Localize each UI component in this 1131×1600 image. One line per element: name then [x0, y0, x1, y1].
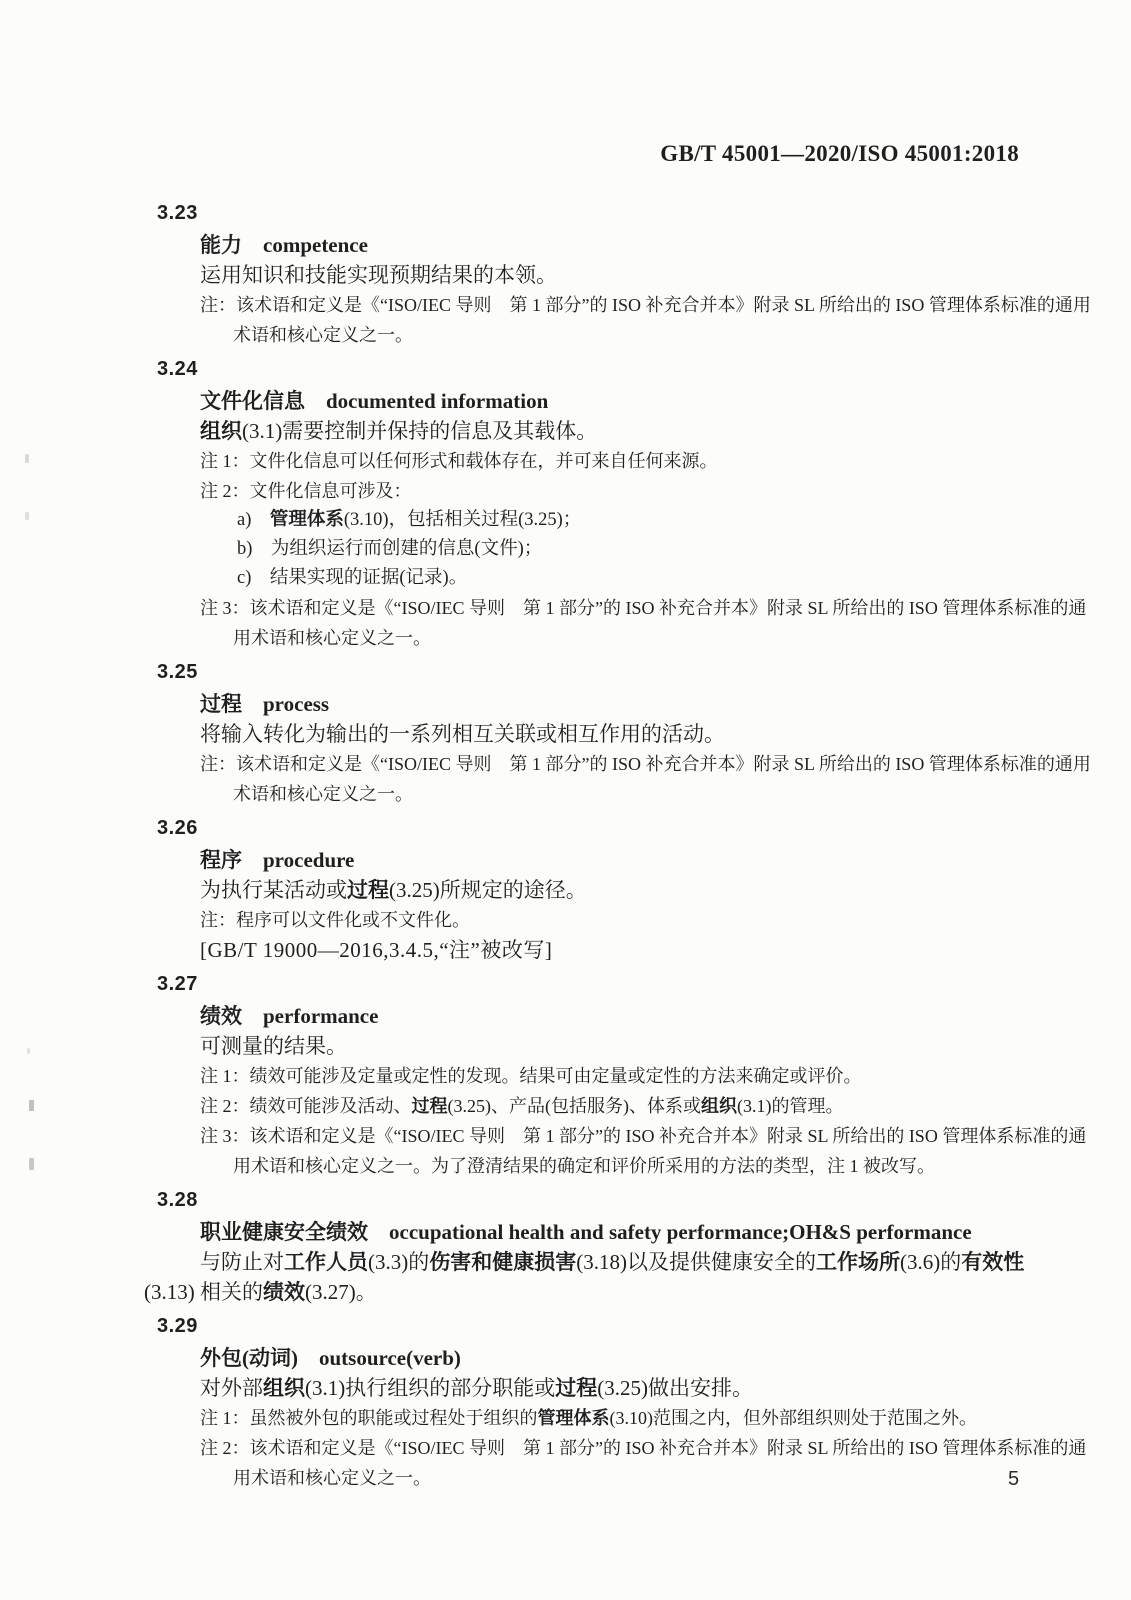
- text-run: (3.25)所规定的途径。: [389, 878, 587, 902]
- note-line: [200, 290, 1091, 320]
- text-run: 注 2：绩效可能涉及活动、: [200, 1096, 412, 1116]
- text-run: b) 为组织运行而创建的信息(文件)；: [237, 539, 543, 559]
- text-run: (3.1)的管理。: [736, 1096, 844, 1116]
- text-run: 组织: [700, 1096, 737, 1116]
- text-run: 用术语和核心定义之一。为了澄清结果的确定和评价所采用的方法的类型，注 1 被改写。: [233, 1156, 935, 1176]
- scan-artifact: [29, 1158, 34, 1170]
- note-line: [200, 476, 1037, 506]
- text-run: [242, 692, 263, 716]
- terms-content: [144, 194, 1091, 1493]
- text-run: 有效性: [961, 1250, 1025, 1274]
- note-continuation-line: [233, 320, 1037, 350]
- text-run: 注 1：虽然被外包的职能或过程处于组织的: [200, 1408, 538, 1428]
- source-reference-line: [200, 935, 1037, 965]
- text-run: 注 2：该术语和定义是《“ISO/IEC 导则 第 1 部分”的 ISO 补充合并本》附录 SL 所给出的 ISO 管理体系标准的通: [200, 1438, 1087, 1458]
- note-continuation-line: [233, 1151, 1037, 1181]
- text-run: 注：该术语和定义是《“ISO/IEC 导则 第 1 部分”的 ISO 补充合并本》附录 SL 所给出的 ISO 管理体系标准的通用: [200, 295, 1091, 315]
- term-line: [200, 845, 1037, 875]
- text-run: [242, 233, 263, 257]
- text-run: (3.10)，包括相关过程(3.25)；: [343, 510, 582, 530]
- term-section: [157, 198, 1091, 350]
- text-run: 工作场所: [816, 1250, 900, 1274]
- clause-number: 3.25: [157, 661, 198, 683]
- note-continuation-line: [233, 623, 1037, 653]
- term-line: [200, 386, 1037, 416]
- text-run: occupational health and safety performance;OH&S performance: [389, 1220, 972, 1244]
- text-run: 程序: [200, 848, 242, 872]
- text-run: [298, 1346, 319, 1370]
- text-run: 可测量的结果。: [200, 1034, 347, 1058]
- note-line: [200, 1121, 1087, 1151]
- text-run: 过程: [411, 1096, 448, 1116]
- text-run: 职业健康安全绩效: [200, 1220, 368, 1244]
- text-run: (3.10)范围之内，但外部组织则处于范围之外。: [609, 1408, 977, 1428]
- text-run: c) 结果实现的证据(记录)。: [237, 568, 468, 588]
- note-continuation-line: [233, 779, 1037, 809]
- text-run: 工作人员: [284, 1250, 368, 1274]
- text-run: 过程: [200, 692, 242, 716]
- text-run: 伤害和健康损害: [429, 1250, 577, 1274]
- term-section: [144, 1185, 1037, 1307]
- term-line: [200, 230, 1037, 260]
- term-section: [157, 657, 1091, 809]
- scan-artifact: [29, 1100, 34, 1111]
- text-run: 注：程序可以文件化或不文件化。: [200, 910, 470, 930]
- text-run: 用术语和核心定义之一。: [233, 1468, 431, 1488]
- text-run: competence: [263, 233, 368, 257]
- scan-artifact: [25, 512, 29, 520]
- definition-line: [200, 719, 1037, 749]
- text-run: 术语和核心定义之一。: [233, 325, 413, 345]
- text-run: process: [263, 692, 330, 716]
- note-continuation-line: [233, 1463, 1037, 1493]
- text-run: [368, 1220, 389, 1244]
- text-run: 注 1：文件化信息可以任何形式和载体存在，并可来自任何来源。: [200, 451, 718, 471]
- definition-line: [200, 260, 1037, 290]
- note-line: [200, 446, 1037, 476]
- text-run: (3.1)需要控制并保持的信息及其载体。: [242, 419, 598, 443]
- text-run: (3.25)做出安排。: [597, 1376, 753, 1400]
- text-run: 将输入转化为输出的一系列相互关联或相互作用的活动。: [200, 722, 725, 746]
- text-run: 运用知识和技能实现预期结果的本领。: [200, 263, 557, 287]
- note-line: [200, 749, 1091, 779]
- list-item-line: [237, 506, 1037, 535]
- definition-line: [200, 1373, 1037, 1403]
- page-number: 5: [1008, 1468, 1020, 1490]
- text-run: (3.27)。: [305, 1280, 377, 1304]
- text-run: 术语和核心定义之一。: [233, 784, 413, 804]
- definition-line: [200, 416, 1037, 446]
- term-section: [157, 354, 1087, 653]
- text-run: 过程: [555, 1376, 598, 1400]
- text-run: 过程: [347, 878, 389, 902]
- text-run: 用术语和核心定义之一。: [233, 628, 431, 648]
- text-run: 与防止对: [200, 1250, 284, 1274]
- text-run: documented information: [326, 389, 549, 413]
- text-run: a): [237, 510, 270, 530]
- text-run: (3.3)的: [368, 1250, 430, 1274]
- clause-number: 3.23: [157, 202, 198, 224]
- note-line: [200, 1061, 1037, 1091]
- standard-code-header: GB/T 45001—2020/ISO 45001:2018: [660, 141, 1019, 166]
- text-run: (3.25)、产品(包括服务)、体系或: [447, 1096, 701, 1116]
- clause-number: 3.28: [157, 1189, 198, 1211]
- text-run: 为执行某活动或: [200, 878, 347, 902]
- text-run: [242, 848, 263, 872]
- text-run: 注 1：绩效可能涉及定量或定性的发现。结果可由定量或定性的方法来确定或评价。: [200, 1066, 862, 1086]
- text-run: (3.1)执行组织的部分职能或: [305, 1376, 556, 1400]
- clause-number: 3.29: [157, 1315, 198, 1337]
- clause-number: 3.27: [157, 973, 198, 995]
- text-run: (3.18)以及提供健康安全的: [576, 1250, 816, 1274]
- definition-continuation-line: [144, 1277, 1037, 1307]
- definition-line: [200, 875, 1037, 905]
- text-run: 绩效: [200, 1004, 242, 1028]
- text-run: 能力: [200, 233, 242, 257]
- text-run: [GB/T 19000—2016,3.4.5,“注”被改写]: [200, 938, 553, 962]
- term-line: [200, 689, 1037, 719]
- term-section: [157, 969, 1087, 1181]
- text-run: performance: [263, 1004, 379, 1028]
- text-run: 管理体系: [537, 1408, 610, 1428]
- text-run: 注 2：文件化信息可涉及：: [200, 481, 412, 501]
- definition-line: [200, 1031, 1037, 1061]
- note-line: [200, 1403, 1037, 1433]
- list-item-line: [237, 564, 1037, 593]
- text-run: 注 3：该术语和定义是《“ISO/IEC 导则 第 1 部分”的 ISO 补充合并本》附录 SL 所给出的 ISO 管理体系标准的通: [200, 598, 1087, 618]
- term-line: [200, 1001, 1037, 1031]
- text-run: outsource(verb): [319, 1346, 461, 1370]
- text-run: 组织: [200, 419, 242, 443]
- text-run: 绩效: [263, 1280, 305, 1304]
- text-run: procedure: [263, 848, 355, 872]
- note-line: [200, 1091, 1037, 1121]
- term-line: [200, 1217, 1037, 1247]
- text-run: 注 3：该术语和定义是《“ISO/IEC 导则 第 1 部分”的 ISO 补充合并本》附录 SL 所给出的 ISO 管理体系标准的通: [200, 1126, 1087, 1146]
- scan-artifact: [27, 1048, 30, 1054]
- text-run: 外包(动词): [200, 1346, 298, 1370]
- text-run: (3.13) 相关的: [144, 1280, 263, 1304]
- term-section: [157, 813, 1037, 965]
- note-line: [200, 1433, 1087, 1463]
- text-run: 文件化信息: [200, 389, 305, 413]
- text-run: 注：该术语和定义是《“ISO/IEC 导则 第 1 部分”的 ISO 补充合并本》附录 SL 所给出的 ISO 管理体系标准的通用: [200, 754, 1091, 774]
- text-run: [305, 389, 326, 413]
- list-item-line: [237, 535, 1037, 564]
- term-line: [200, 1343, 1037, 1373]
- text-run: (3.6)的: [900, 1250, 962, 1274]
- text-run: 组织: [263, 1376, 305, 1400]
- text-run: [242, 1004, 263, 1028]
- text-run: 对外部: [200, 1376, 263, 1400]
- scan-artifact: [25, 454, 29, 463]
- term-section: [157, 1311, 1087, 1493]
- definition-line: [200, 1247, 1037, 1277]
- clause-number: 3.24: [157, 358, 198, 380]
- text-run: 管理体系: [269, 510, 344, 530]
- clause-number: 3.26: [157, 817, 198, 839]
- note-line: [200, 905, 1037, 935]
- note-line: [200, 593, 1087, 623]
